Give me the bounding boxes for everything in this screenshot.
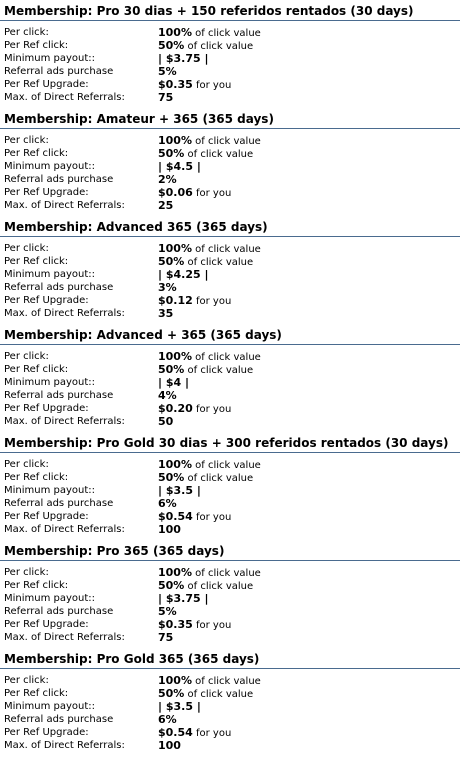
- detail-row: [0, 389, 460, 402]
- membership-title: Membership: Pro 30 dias + 150 referidos rentados (30 days): [0, 2, 460, 21]
- detail-value-container: [158, 471, 253, 485]
- detail-value-container: [158, 281, 177, 295]
- detail-value: | $3.5 |: [158, 700, 201, 713]
- detail-value: 100%: [158, 350, 192, 363]
- detail-value: 75: [158, 631, 174, 644]
- detail-label: Per click:: [4, 567, 49, 578]
- detail-suffix: for you: [192, 512, 232, 523]
- detail-label: Referral ads purchase: [4, 66, 114, 77]
- detail-label: Per Ref Upgrade:: [4, 295, 89, 306]
- detail-suffix: for you: [192, 620, 232, 631]
- detail-label: Per click:: [4, 27, 49, 38]
- detail-value-container: [158, 242, 261, 256]
- detail-value: 35: [158, 307, 174, 320]
- detail-value: $0.06: [158, 186, 193, 199]
- detail-row: [0, 160, 460, 173]
- detail-row: [0, 268, 460, 281]
- detail-value-container: [158, 497, 177, 511]
- detail-value-container: [158, 39, 253, 53]
- detail-row: [0, 39, 460, 52]
- detail-value: 50: [158, 415, 174, 428]
- detail-value-container: [158, 134, 261, 148]
- detail-suffix: for you: [192, 188, 232, 199]
- detail-value-container: [158, 618, 231, 632]
- detail-row: [0, 65, 460, 78]
- detail-row: [0, 415, 460, 428]
- detail-value-container: [158, 631, 173, 645]
- detail-row: [0, 458, 460, 471]
- detail-value-container: [158, 199, 173, 213]
- membership-section: [0, 650, 460, 758]
- detail-row: [0, 52, 460, 65]
- detail-row: [0, 523, 460, 536]
- detail-row: [0, 173, 460, 186]
- detail-label: Minimum payout::: [4, 485, 96, 496]
- detail-label: Minimum payout::: [4, 701, 96, 712]
- detail-label: Minimum payout::: [4, 161, 96, 172]
- detail-label: Per Ref click:: [4, 364, 69, 375]
- membership-details: [0, 350, 460, 428]
- detail-value-container: [158, 389, 177, 403]
- membership-title: Membership: Advanced 365 (365 days): [0, 218, 460, 237]
- detail-value-container: [158, 294, 231, 308]
- detail-value-container: [158, 484, 201, 498]
- detail-suffix: of click value: [184, 581, 254, 592]
- detail-value: 5%: [158, 65, 177, 78]
- detail-row: [0, 281, 460, 294]
- detail-value-container: [158, 605, 177, 619]
- detail-value: 100%: [158, 26, 192, 39]
- detail-label: Max. of Direct Referrals:: [4, 92, 125, 103]
- detail-label: Referral ads purchase: [4, 282, 114, 293]
- detail-value-container: [158, 687, 253, 701]
- detail-label: Per Ref click:: [4, 40, 69, 51]
- detail-row: [0, 510, 460, 523]
- membership-title: Membership: Advanced + 365 (365 days): [0, 326, 460, 345]
- detail-value: $0.35: [158, 78, 193, 91]
- detail-value-container: [158, 700, 201, 714]
- detail-label: Max. of Direct Referrals:: [4, 740, 125, 751]
- detail-row: [0, 687, 460, 700]
- detail-label: Referral ads purchase: [4, 390, 114, 401]
- detail-suffix: for you: [192, 404, 232, 415]
- detail-value-container: [158, 376, 189, 390]
- detail-value: 100%: [158, 566, 192, 579]
- detail-label: Referral ads purchase: [4, 606, 114, 617]
- detail-value: | $4.5 |: [158, 160, 201, 173]
- detail-row: [0, 674, 460, 687]
- detail-suffix: for you: [192, 80, 232, 91]
- membership-section: [0, 110, 460, 218]
- detail-value: 100%: [158, 242, 192, 255]
- detail-row: [0, 402, 460, 415]
- detail-label: Per Ref click:: [4, 688, 69, 699]
- detail-value-container: [158, 566, 261, 580]
- detail-suffix: of click value: [191, 676, 261, 687]
- detail-row: [0, 739, 460, 752]
- detail-row: [0, 255, 460, 268]
- detail-label: Per Ref Upgrade:: [4, 187, 89, 198]
- detail-value: 6%: [158, 713, 177, 726]
- detail-row: [0, 307, 460, 320]
- membership-details: [0, 242, 460, 320]
- detail-label: Per Ref click:: [4, 148, 69, 159]
- membership-title: Membership: Pro 365 (365 days): [0, 542, 460, 561]
- detail-value: 100: [158, 739, 181, 752]
- detail-label: Max. of Direct Referrals:: [4, 416, 125, 427]
- detail-label: Per click:: [4, 351, 49, 362]
- detail-suffix: of click value: [191, 244, 261, 255]
- detail-row: [0, 579, 460, 592]
- membership-title: Membership: Amateur + 365 (365 days): [0, 110, 460, 129]
- detail-value: $0.20: [158, 402, 193, 415]
- detail-label: Per Ref click:: [4, 256, 69, 267]
- membership-details: [0, 674, 460, 752]
- detail-row: [0, 713, 460, 726]
- detail-value-container: [158, 26, 261, 40]
- detail-label: Referral ads purchase: [4, 498, 114, 509]
- detail-value: 50%: [158, 39, 185, 52]
- detail-row: [0, 471, 460, 484]
- detail-value-container: [158, 674, 261, 688]
- membership-title: Membership: Pro Gold 365 (365 days): [0, 650, 460, 669]
- detail-value-container: [158, 458, 261, 472]
- detail-value: $0.54: [158, 510, 193, 523]
- detail-value-container: [158, 523, 181, 537]
- detail-label: Minimum payout::: [4, 269, 96, 280]
- detail-row: [0, 497, 460, 510]
- detail-row: [0, 294, 460, 307]
- detail-value-container: [158, 510, 231, 524]
- detail-value-container: [158, 592, 209, 606]
- detail-row: [0, 350, 460, 363]
- detail-suffix: of click value: [191, 352, 261, 363]
- detail-value: | $4.25 |: [158, 268, 209, 281]
- detail-value: 50%: [158, 147, 185, 160]
- detail-row: [0, 605, 460, 618]
- detail-suffix: of click value: [184, 689, 254, 700]
- detail-value: 100%: [158, 674, 192, 687]
- detail-label: Per Ref Upgrade:: [4, 511, 89, 522]
- detail-value-container: [158, 186, 231, 200]
- detail-label: Minimum payout::: [4, 593, 96, 604]
- detail-row: [0, 186, 460, 199]
- detail-label: Per Ref Upgrade:: [4, 403, 89, 414]
- detail-row: [0, 592, 460, 605]
- detail-value-container: [158, 579, 253, 593]
- detail-value-container: [158, 402, 231, 416]
- detail-value: 2%: [158, 173, 177, 186]
- detail-row: [0, 242, 460, 255]
- detail-row: [0, 26, 460, 39]
- detail-value: 100: [158, 523, 181, 536]
- detail-label: Per Ref Upgrade:: [4, 79, 89, 90]
- detail-label: Per click:: [4, 243, 49, 254]
- membership-details: [0, 26, 460, 104]
- detail-row: [0, 726, 460, 739]
- detail-value: | $3.75 |: [158, 52, 209, 65]
- membership-section: [0, 326, 460, 434]
- detail-value-container: [158, 65, 177, 79]
- detail-suffix: of click value: [191, 568, 261, 579]
- detail-value: 50%: [158, 471, 185, 484]
- detail-suffix: of click value: [184, 473, 254, 484]
- detail-suffix: of click value: [191, 460, 261, 471]
- detail-value: $0.35: [158, 618, 193, 631]
- detail-value-container: [158, 78, 231, 92]
- membership-section: [0, 542, 460, 650]
- detail-value: 50%: [158, 579, 185, 592]
- detail-suffix: for you: [192, 728, 232, 739]
- detail-row: [0, 91, 460, 104]
- detail-value: 100%: [158, 458, 192, 471]
- detail-value-container: [158, 307, 173, 321]
- detail-value-container: [158, 726, 231, 740]
- detail-row: [0, 147, 460, 160]
- detail-row: [0, 484, 460, 497]
- detail-value-container: [158, 713, 177, 727]
- detail-value-container: [158, 52, 209, 66]
- detail-value: 50%: [158, 687, 185, 700]
- detail-row: [0, 363, 460, 376]
- detail-suffix: of click value: [184, 149, 254, 160]
- detail-value-container: [158, 268, 209, 282]
- detail-label: Minimum payout::: [4, 53, 96, 64]
- membership-title: Membership: Pro Gold 30 dias + 300 referidos rentados (30 days): [0, 434, 460, 453]
- membership-section: [0, 218, 460, 326]
- detail-row: [0, 700, 460, 713]
- membership-details: [0, 134, 460, 212]
- detail-value: 75: [158, 91, 174, 104]
- detail-label: Per Ref Upgrade:: [4, 619, 89, 630]
- detail-label: Per click:: [4, 459, 49, 470]
- detail-suffix: of click value: [191, 28, 261, 39]
- detail-value-container: [158, 147, 253, 161]
- detail-label: Max. of Direct Referrals:: [4, 632, 125, 643]
- detail-row: [0, 376, 460, 389]
- detail-label: Per Ref Upgrade:: [4, 727, 89, 738]
- detail-value: | $3.5 |: [158, 484, 201, 497]
- membership-details: [0, 458, 460, 536]
- detail-value-container: [158, 91, 173, 105]
- detail-value-container: [158, 173, 177, 187]
- detail-value: | $4 |: [158, 376, 190, 389]
- detail-value: $0.54: [158, 726, 193, 739]
- detail-suffix: of click value: [184, 257, 254, 268]
- membership-section: [0, 2, 460, 110]
- detail-label: Referral ads purchase: [4, 174, 114, 185]
- detail-label: Minimum payout::: [4, 377, 96, 388]
- detail-suffix: of click value: [191, 136, 261, 147]
- detail-row: [0, 78, 460, 91]
- detail-suffix: of click value: [184, 41, 254, 52]
- detail-label: Max. of Direct Referrals:: [4, 200, 125, 211]
- detail-label: Max. of Direct Referrals:: [4, 524, 125, 535]
- detail-label: Per Ref click:: [4, 580, 69, 591]
- detail-value-container: [158, 739, 181, 753]
- detail-row: [0, 566, 460, 579]
- membership-section: [0, 434, 460, 542]
- detail-row: [0, 134, 460, 147]
- detail-value: $0.12: [158, 294, 193, 307]
- detail-value: 25: [158, 199, 174, 212]
- detail-value-container: [158, 363, 253, 377]
- detail-value: 100%: [158, 134, 192, 147]
- detail-label: Per Ref click:: [4, 472, 69, 483]
- detail-label: Referral ads purchase: [4, 714, 114, 725]
- detail-value-container: [158, 415, 173, 429]
- detail-value-container: [158, 350, 261, 364]
- detail-row: [0, 199, 460, 212]
- detail-value: 4%: [158, 389, 177, 402]
- detail-value: 6%: [158, 497, 177, 510]
- detail-value: 3%: [158, 281, 177, 294]
- detail-label: Per click:: [4, 135, 49, 146]
- detail-suffix: for you: [192, 296, 232, 307]
- detail-value-container: [158, 255, 253, 269]
- detail-row: [0, 618, 460, 631]
- detail-value: 50%: [158, 255, 185, 268]
- membership-details: [0, 566, 460, 644]
- detail-label: Per click:: [4, 675, 49, 686]
- detail-value: 50%: [158, 363, 185, 376]
- detail-label: Max. of Direct Referrals:: [4, 308, 125, 319]
- detail-value: | $3.75 |: [158, 592, 209, 605]
- detail-value-container: [158, 160, 201, 174]
- detail-row: [0, 631, 460, 644]
- detail-value: 5%: [158, 605, 177, 618]
- detail-suffix: of click value: [184, 365, 254, 376]
